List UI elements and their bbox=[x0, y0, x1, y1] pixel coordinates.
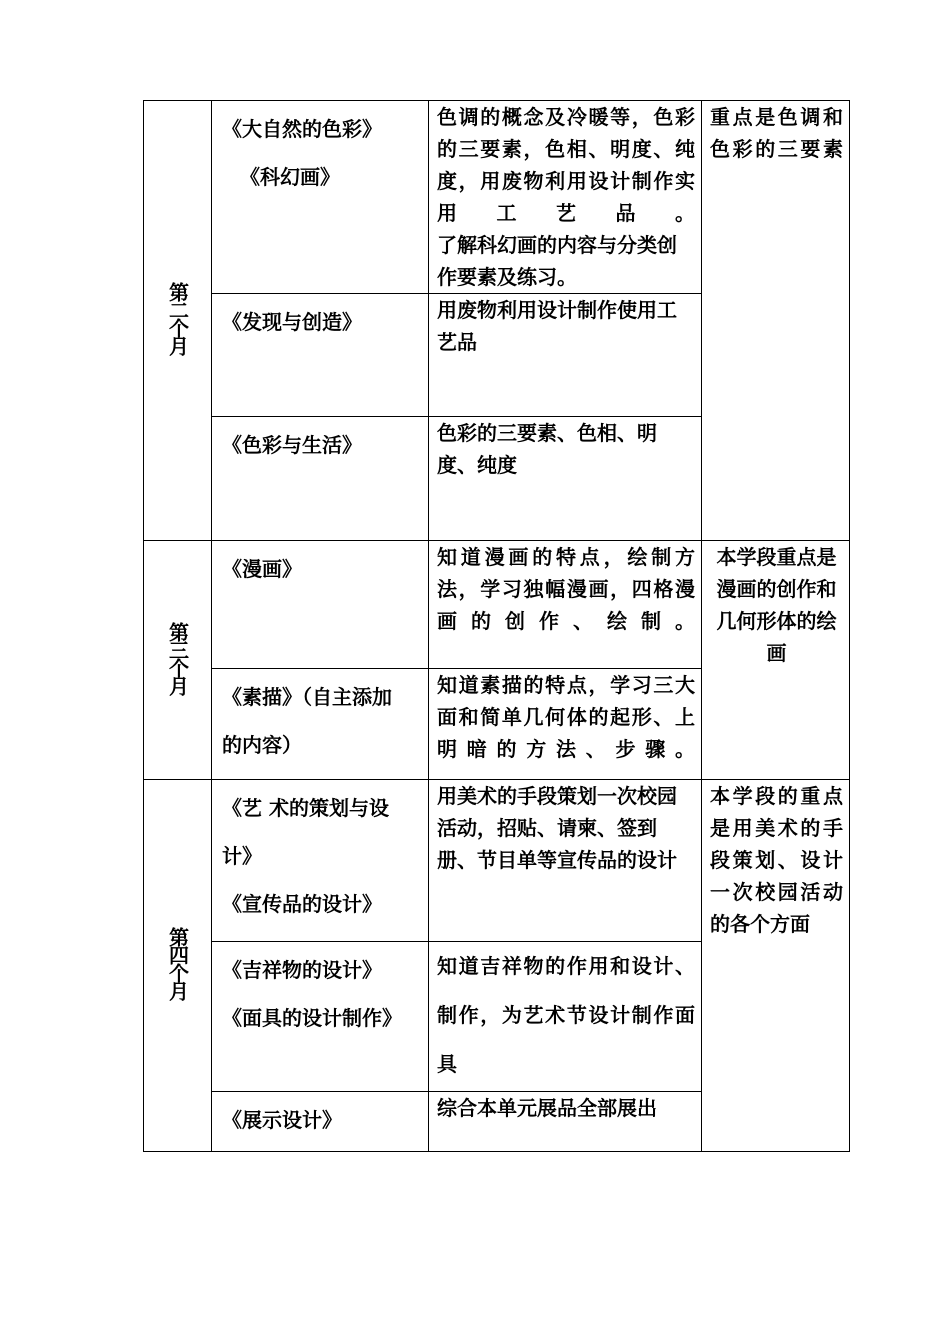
content-text: 知道漫画的特点，绘制方法，学习独幅漫画，四格漫画的创作、绘制。 bbox=[437, 545, 695, 633]
content-text: 色调的概念及冷暖等，色彩的三要素，色相、明度、纯度，用废物利用设计制作实用工艺品。 bbox=[437, 105, 695, 225]
content-text: 综合本单元展品全部展出 bbox=[437, 1096, 657, 1120]
month-cell bbox=[144, 780, 212, 1152]
lesson-title: 的内容） bbox=[222, 733, 302, 757]
focus-text: 重点是色调和色彩的三要素 bbox=[710, 105, 843, 161]
content-text: 用美术的手段策划一次校园活动，招贴、请柬、签到册、节目单等宣传品的设计 bbox=[437, 784, 677, 872]
table-row bbox=[144, 101, 850, 294]
focus-text: 本学段重点是漫画的创作和几何形体的绘画 bbox=[716, 545, 837, 665]
lesson-title: 《科幻画》 bbox=[240, 165, 340, 189]
content-cell bbox=[429, 1092, 702, 1152]
lesson-title: 《大自然的色彩》 bbox=[222, 117, 382, 141]
content-cell bbox=[429, 541, 702, 669]
lesson-title: 《艺 术的策划与设 bbox=[222, 796, 389, 820]
lesson-title: 《色彩与生活》 bbox=[222, 433, 362, 457]
lesson-title: 《发现与创造》 bbox=[222, 310, 362, 334]
content-cell bbox=[429, 101, 702, 294]
content-cell bbox=[429, 669, 702, 780]
lesson-cell bbox=[212, 942, 429, 1092]
lesson-cell bbox=[212, 1092, 429, 1152]
lesson-cell bbox=[212, 101, 429, 294]
content-text: 色彩的三要素、色相、明度、纯度 bbox=[437, 421, 657, 477]
month-label: 第四个月 bbox=[165, 927, 190, 999]
lesson-title: 《面具的设计制作》 bbox=[222, 1006, 402, 1030]
focus-cell bbox=[702, 101, 850, 541]
lesson-cell bbox=[212, 417, 429, 541]
content-text: 用废物利用设计制作使用工艺品 bbox=[437, 298, 677, 354]
focus-cell bbox=[702, 541, 850, 780]
lesson-cell bbox=[212, 294, 429, 417]
lesson-title: 《展示设计》 bbox=[222, 1108, 342, 1132]
content-text: 知道吉祥物的作用和设计、制作，为艺术节设计制作面具 bbox=[437, 954, 695, 1076]
lesson-cell bbox=[212, 669, 429, 780]
table-row bbox=[144, 780, 850, 942]
month-label: 第二个月 bbox=[165, 282, 190, 354]
content-text: 了解科幻画的内容与分类创作要素及练习。 bbox=[437, 233, 677, 289]
content-cell bbox=[429, 942, 702, 1092]
table-row bbox=[144, 541, 850, 669]
focus-text: 本学段的重点是用美术的手段策划、设计一次校园活动的各个方面 bbox=[710, 784, 843, 936]
lesson-cell bbox=[212, 541, 429, 669]
content-text: 知道素描的特点，学习三大面和简单几何体的起形、上明暗的方法、步骤。 bbox=[437, 673, 695, 761]
lesson-title: 《漫画》 bbox=[222, 557, 302, 581]
teaching-plan-table bbox=[143, 100, 850, 1152]
content-cell bbox=[429, 780, 702, 942]
content-cell bbox=[429, 294, 702, 417]
lesson-cell bbox=[212, 780, 429, 942]
content-cell bbox=[429, 417, 702, 541]
lesson-title: 《素描》（自主添加 bbox=[222, 685, 392, 709]
lesson-title: 计》 bbox=[222, 844, 262, 868]
month-cell bbox=[144, 541, 212, 780]
focus-cell bbox=[702, 780, 850, 1152]
lesson-title: 《宣传品的设计》 bbox=[222, 892, 382, 916]
month-label: 第三个月 bbox=[165, 621, 190, 694]
lesson-title: 《吉祥物的设计》 bbox=[222, 958, 382, 982]
month-cell bbox=[144, 101, 212, 541]
